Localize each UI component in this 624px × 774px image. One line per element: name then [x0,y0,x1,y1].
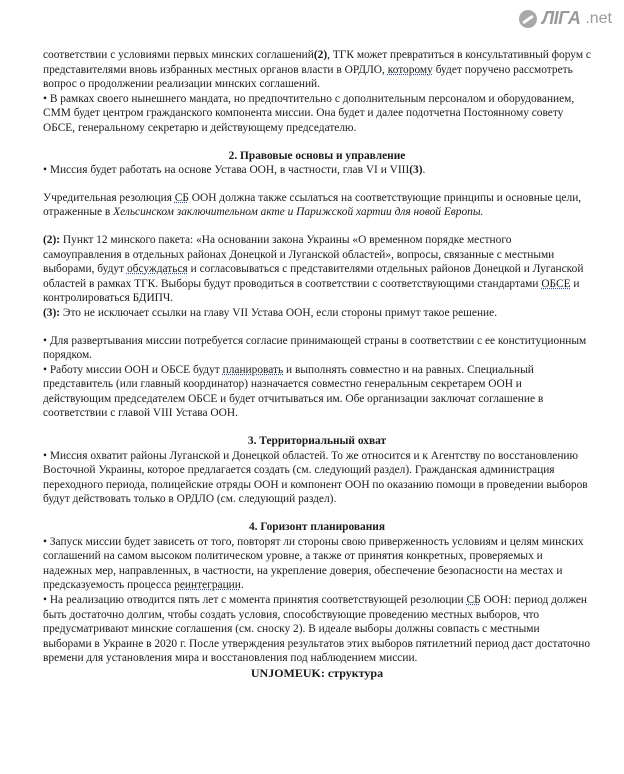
section-3-heading: 3. Территориальный охват [247,435,387,448]
italic-span: Хельсинском заключительном акте и Парижской хартии для новой Европы. [113,206,484,219]
document-body [43,48,591,681]
text-span: • Миссия будет работать на основе Устава ООН, в частности, глав VI и VIII [43,164,410,177]
footnote-label: (3): [43,306,61,319]
text-span: • Запуск миссии будет зависеть от того, повторят ли стороны свою приверженность условиям и целям минских соглашений на самом высоком политическом уровне, а также от принятия конкретных, проверяемых и надежных мер, направленных, в частности, на укрепление доверия, обеспечение безопасности на местах и предсказуемость процесса [43,535,584,592]
section-4-bullet-1 [43,535,591,593]
footnote-ref: (3) [409,164,423,177]
spellcheck-word: обсуждаться [126,263,188,276]
footnote-3 [43,306,591,321]
text-span: Учредительная резолюция [43,191,175,204]
logo-brand: ЛIГА [541,8,581,28]
spellcheck-word: СБ [174,191,189,204]
text-span: соответствии с условиями первых минских соглашений [43,49,314,61]
liga-logo-icon [519,10,537,28]
text-span: Это не исключает ссылки на главу VII Устава ООН, если стороны примут такое решение. [60,306,498,319]
section-4-bullet-2 [43,593,591,666]
footnote-ref: (2) [313,49,328,61]
text-span: , ТГК может превратиться в консультативный форум с представителями вновь избранных местных органов власти в ОРДЛО, [43,49,591,76]
text-span: ООН: период должен быть достаточно долгим, чтобы создать условия, способствующие проведению местных выборов, что предусматривают минские соглашения (см. сноску 2). В идеале выборы должны совпасть с местными выборами в Украине в 2020 г. После утверждения результатов этих выборов пятилетний период даст достаточно времени для установления мира и восстановления под наблюдением миссии. [43,594,591,665]
section-2-heading: 2. Правовые основы и управление [228,149,406,162]
spellcheck-word: СБ [466,594,481,606]
text-span: . [240,579,244,592]
spellcheck-word: ОБСЕ [541,277,571,290]
section-3-bullet-1: • Миссия охватит районы Луганской и Донецкой областей. То же относится и к Агентству по восстановлению Восточной Украины, которое предлагается создать (см. следующий раздел). Гражданская администрация переходного периода, полицейские отряды ООН и компонент ООН по оказанию помощи в проведении выборов будут действовать только в ОРДЛО (см. следующий раздел). [43,449,588,506]
text-span: будет поручено рассмотреть вопрос о продолжении реализации минских соглашений. [43,63,573,91]
text-span: и выполнять совместно и на равных. Специальный представитель (или главный координатор) назначается совместно генеральным секретарем ООН и действующим председателем ОБСЕ и будет отчитываться им. Обе организации заключат соглашение в соответствии с главой VIII Устава ООН. [43,363,544,420]
resolution-paragraph [43,191,591,220]
section-2-bullet-3 [43,363,591,421]
section-2-bullet-2: • Для развертывания миссии потребуется согласие принимающей страны в соответствии с ее конституционным порядком. [43,334,587,362]
logo-tld: .net [585,9,612,27]
text-span: • Работу миссии ООН и ОБСЕ будут [43,363,223,376]
spellcheck-word: реинтеграции [174,579,241,592]
footnote-2 [43,233,591,306]
text-span: • На реализацию отводится пять лет с момента принятия соответствующей резолюции [43,594,467,606]
intro-bullet: • В рамках своего нынешнего мандата, но предпочтительно с дополнительным персоналом и оборудованием, СММ будет центром гражданского компонента миссии. Она будет и далее подотчетна Постоянному совету ОБСЕ, генеральному секретарю и действующему председателю. [43,92,575,134]
text-span: . [422,164,426,177]
footnote-label: (2): [43,233,61,246]
text-span: и согласовываться с представителями отдельных районов Донецкой и Луганской областей в рамках ТГК. Выборы будут проводиться в соответствии с соответствующими стандартами [43,263,584,290]
liga-logo [519,8,612,29]
text-span: Пункт 12 минского пакета: «На основании закона Украины «О временном порядке местного самоуправления в отдельных районах Донецкой и Луганской областей», вопросы, связанные с местными выборами, будут [43,233,555,276]
spellcheck-word: планировать [222,363,284,376]
text-span: и контролироваться БДИПЧ. [43,277,580,305]
spellcheck-word: которому [387,63,433,76]
section-4-heading: 4. Горизонт планирования [248,521,386,534]
structure-heading: UNJOMEUK: структура [250,665,384,680]
section-2-bullet-1 [43,163,591,178]
text-span: ООН должна также ссылаться на соответствующие принципы и основные цели, отраженные в [43,191,582,219]
intro-paragraph [43,48,591,92]
